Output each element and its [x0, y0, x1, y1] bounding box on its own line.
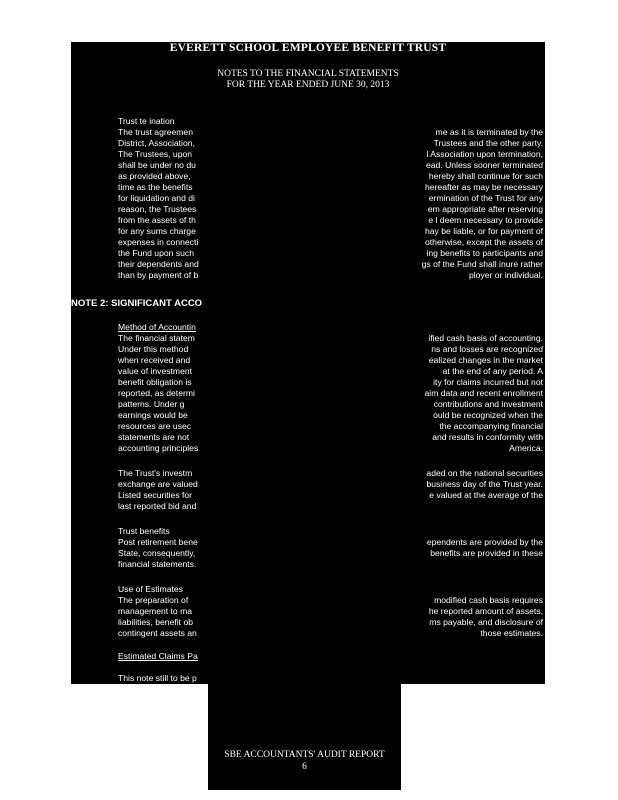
footer-report-name: SBE ACCOUNTANTS' AUDIT REPORT: [224, 750, 385, 760]
left-column-text-line: time as the benefits: [118, 182, 193, 192]
left-column-text-line: earnings would be: [118, 410, 188, 420]
right-column-text-line: ified cash basis of accounting.: [428, 333, 543, 343]
right-column-text-line: ead. Unless sooner terminated: [425, 160, 543, 170]
left-column-text-line: from the assets of th: [118, 215, 196, 225]
left-column-text-line: liabilities, benefit ob: [118, 617, 194, 627]
right-column-text-line: e valued at the average of the: [429, 490, 543, 500]
right-column-text-line: benefits are provided in these: [430, 548, 543, 558]
right-column-text-line: e l deem necessary to provide: [428, 215, 543, 225]
document-subtitle-period: FOR THE YEAR ENDED JUNE 30, 2013: [226, 80, 390, 90]
redacted-page-body: [71, 42, 545, 684]
left-column-text-line: their dependents and: [118, 259, 199, 269]
left-column-text-line: reported, as determi: [118, 388, 195, 398]
right-column-text-line: at the end of any period. A: [442, 366, 543, 376]
left-column-text-line: patterns. Under g: [118, 399, 185, 409]
left-column-text-line: Listed securities for: [118, 490, 193, 500]
left-column-text-line: District, Association,: [118, 138, 195, 148]
left-column-text-line: State, consequently,: [118, 548, 196, 558]
left-column-text-line: last reported bid and: [118, 501, 197, 511]
left-column-text-line: Trust te ination: [118, 116, 175, 126]
right-column-text-line: those estimates.: [480, 628, 543, 638]
right-column-text-line: aim data and recent enrollment: [424, 388, 543, 398]
left-column-text-line: financial statements.: [118, 559, 197, 569]
left-column-text-line: value of investment: [118, 366, 193, 376]
right-column-text-line: otherwise, except the assets of: [425, 237, 543, 247]
left-column-text-line: The Trust's investm: [118, 468, 193, 478]
right-column-text-line: contributions and investment: [433, 399, 543, 409]
right-column-text-line: hereafter as may be necessary: [425, 182, 543, 192]
page-number: 6: [302, 762, 307, 772]
left-column-text-line: for any sums charge: [118, 226, 196, 236]
right-column-text-line: the accompanying financial: [439, 421, 543, 431]
redaction-bar: [213, 104, 389, 684]
right-column-text-line: ependents are provided by the: [426, 537, 543, 547]
right-column-text-line: he reported amount of assets,: [428, 606, 543, 616]
left-column-text-line: when received and: [118, 355, 191, 365]
document-title: EVERETT SCHOOL EMPLOYEE BENEFIT TRUST: [169, 42, 447, 54]
left-column-text-line: benefit obligation is: [118, 377, 192, 387]
right-column-text-line: America.: [509, 443, 543, 453]
left-column-text-line: than by payment of b: [118, 270, 199, 280]
left-column-text-line: Post retirement bene: [118, 537, 198, 547]
document-subtitle: NOTES TO THE FINANCIAL STATEMENTS: [217, 69, 399, 79]
right-column-text-line: ms payable, and disclosure of: [429, 617, 543, 627]
left-column-text-line: The trust agreemen: [118, 127, 193, 137]
left-column-text-line: The financial statem: [118, 333, 195, 343]
right-column-text-line: em appropriate after reserving: [427, 204, 543, 214]
right-column-text-line: ity for claims incurred but not: [433, 377, 543, 387]
right-column-text-line: and results in conformity with: [432, 432, 543, 442]
right-column-text-line: ployer or individual.: [468, 270, 543, 280]
left-column-text-line: Estimated Claims Pa: [118, 651, 198, 661]
right-column-text-line: ermination of the Trust for any: [428, 193, 543, 203]
left-column-text-line: contingent assets an: [118, 628, 197, 638]
right-column-text-line: l Association upon termination,: [426, 149, 543, 159]
note-2-heading: NOTE 2: SIGNIFICANT ACCO: [71, 298, 203, 309]
left-column-text-line: statements are not: [118, 432, 190, 442]
left-column-text-line: resources are usec: [118, 421, 192, 431]
right-column-text-line: hereby shall continue for such: [428, 171, 543, 181]
right-column-text-line: ould be recognized when the: [433, 410, 543, 420]
left-column-text-line: shall be under no du: [118, 160, 196, 170]
right-column-text-line: ing benefits to participants and: [426, 248, 543, 258]
left-column-text-line: The preparation of: [118, 595, 189, 605]
left-column-text-line: as provided above,: [118, 171, 191, 181]
left-column-text-line: expenses in connecti: [118, 237, 199, 247]
left-column-text-line: The Trustees, upon: [118, 149, 193, 159]
left-column-text-line: Method of Accountin: [118, 322, 196, 332]
right-column-text-line: Trustees and the other party.: [433, 138, 543, 148]
left-column-text-line: management to ma: [118, 606, 193, 616]
left-column-text-line: This note still to be p: [118, 673, 197, 683]
left-column-text-line: the Fund upon such: [118, 248, 194, 258]
right-column-text-line: ealized changes in the market: [428, 355, 543, 365]
right-column-text-line: business day of the Trust year.: [426, 479, 543, 489]
left-column-text-line: for liquidation and di: [118, 193, 195, 203]
right-column-text-line: hay be liable, or for payment of: [425, 226, 543, 236]
left-column-text-line: reason, the Trustees: [118, 204, 197, 214]
right-column-text-line: aded on the national securities: [426, 468, 543, 478]
left-column-text-line: Under this method: [118, 344, 189, 354]
right-column-text-line: me as it is terminated by the: [435, 127, 543, 137]
right-column-text-line: gs of the Fund shall inure rather: [421, 259, 543, 269]
right-column-text-line: ns and losses are recognized: [431, 344, 543, 354]
left-column-text-line: Trust benefits: [118, 526, 170, 536]
redacted-footer-area: [208, 684, 401, 790]
left-column-text-line: Use of Estimates: [118, 584, 183, 594]
left-column-text-line: accounting principles: [118, 443, 199, 453]
left-column-text-line: exchange are valued: [118, 479, 198, 489]
right-column-text-line: modified cash basis requires: [434, 595, 543, 605]
